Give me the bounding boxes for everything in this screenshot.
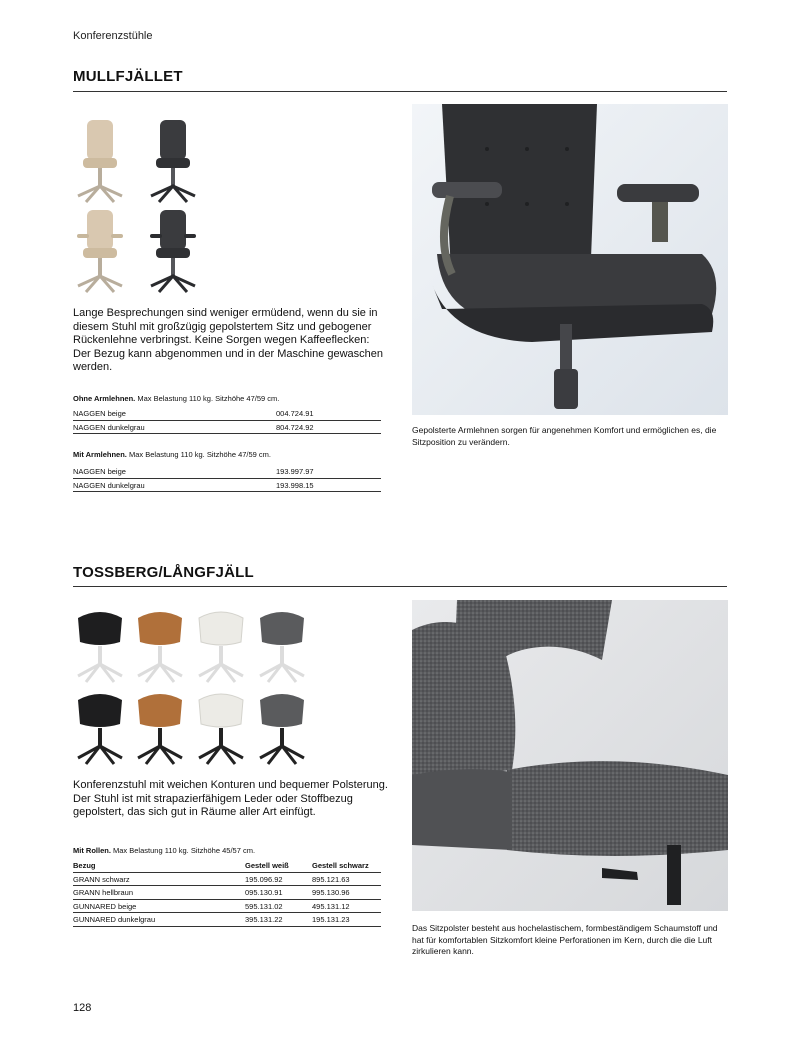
table-row [73,886,381,900]
product-photo-mullfjallet [412,104,728,415]
article-number: 804.724.92 [276,420,381,434]
article-number: 004.724.91 [276,407,381,420]
table-row [73,872,381,886]
spec-table-tossberg [73,859,381,927]
spec-table-with-arms [73,465,381,492]
cover-name: GUNNARED beige [73,899,245,913]
chair-thumb-gunnared-darkgray-black-base [256,690,308,766]
table-row [73,913,381,927]
article-number: 995.130.96 [312,886,381,900]
product-photo-tossberg [412,600,728,911]
article-number: 595.131.02 [245,899,312,913]
column-header: Bezug [73,859,245,872]
chair-thumb-gunnared-beige-white-base [195,608,247,684]
cover-name: GRANN schwarz [73,872,245,886]
product-name: NAGGEN beige [73,465,276,478]
product-name: NAGGEN dunkelgrau [73,420,276,434]
intro-text: Lange Besprechungen sind weniger ermüdend, wenn du sie in diesem Stuhl mit großzügig gepolstertem Sitz und gebogener Rückenlehne verbringst. Keine Sorgen wegen Kaffeeflecken: Der Bezug kann abgenommen und in der Maschine gewaschen werden. [73,307,384,373]
article-number: 193.997.97 [276,465,381,478]
intro-text: Konferenzstuhl mit weichen Konturen und bequemer Polsterung. Der Stuhl ist mit strapazierfähigem Leder oder Stoffbezug gepolstert, das sich gut in Räume aller Art einfügt. [73,779,388,818]
article-number: 095.130.91 [245,886,312,900]
table-row [73,478,381,492]
chair-thumb-grann-cognac-white-base [134,608,186,684]
article-number: 193.998.15 [276,478,381,492]
chair-thumb-grann-black-black-base [74,690,126,766]
product-name: NAGGEN dunkelgrau [73,478,276,492]
chair-thumb-mullfjallet-darkgray [147,118,199,206]
photo-caption: Das Sitzpolster besteht aus hochelastischem, formbeständigem Schaumstoff und hat für komfortablen Sitzkomfort kleine Perforationen im Kern, durch die die Luft zirkulieren kann. [412,923,718,956]
spec-heading: Ohne Armlehnen. Max Belastung 110 kg. Sitzhöhe 47/59 cm. [73,394,280,403]
cover-name: GUNNARED dunkelgrau [73,913,245,927]
chair-thumb-mullfjallet-beige-arms [74,208,126,296]
section-title-tossberg: TOSSBERG/LÅNGFJÄLL [73,564,254,581]
table-row [73,899,381,913]
article-number: 895.121.63 [312,872,381,886]
spec-heading: Mit Armlehnen. Max Belastung 110 kg. Sitzhöhe 47/59 cm. [73,450,272,459]
article-number: 195.096.92 [245,872,312,886]
chair-thumb-grann-cognac-black-base [134,690,186,766]
chair-thumb-mullfjallet-beige [74,118,126,206]
article-number: 395.131.22 [245,913,312,927]
chair-thumb-gunnared-beige-black-base [195,690,247,766]
cover-name: GRANN hellbraun [73,886,245,900]
table-row [73,420,381,434]
section-divider [73,91,727,92]
table-row [73,407,381,420]
product-name: NAGGEN beige [73,407,276,420]
section-title-mullfjallet: MULLFJÄLLET [73,68,183,85]
header-category: Konferenzstühle [73,30,153,42]
column-header: Gestell schwarz [312,859,381,872]
page-number: 128 [73,1002,92,1014]
column-header: Gestell weiß [245,859,312,872]
chair-thumb-gunnared-darkgray-white-base [256,608,308,684]
section-divider [73,586,727,587]
spec-table-no-arms [73,407,381,434]
article-number: 195.131.23 [312,913,381,927]
chair-thumb-mullfjallet-darkgray-arms [147,208,199,296]
table-header-row [73,859,381,872]
article-number: 495.131.12 [312,899,381,913]
table-row [73,465,381,478]
photo-caption: Gepolsterte Armlehnen sorgen für angenehmen Komfort und ermöglichen es, die Sitzposition zu verändern. [412,425,717,447]
chair-thumb-grann-black-white-base [74,608,126,684]
spec-heading: Mit Rollen. Max Belastung 110 kg. Sitzhöhe 45/57 cm. [73,846,256,855]
